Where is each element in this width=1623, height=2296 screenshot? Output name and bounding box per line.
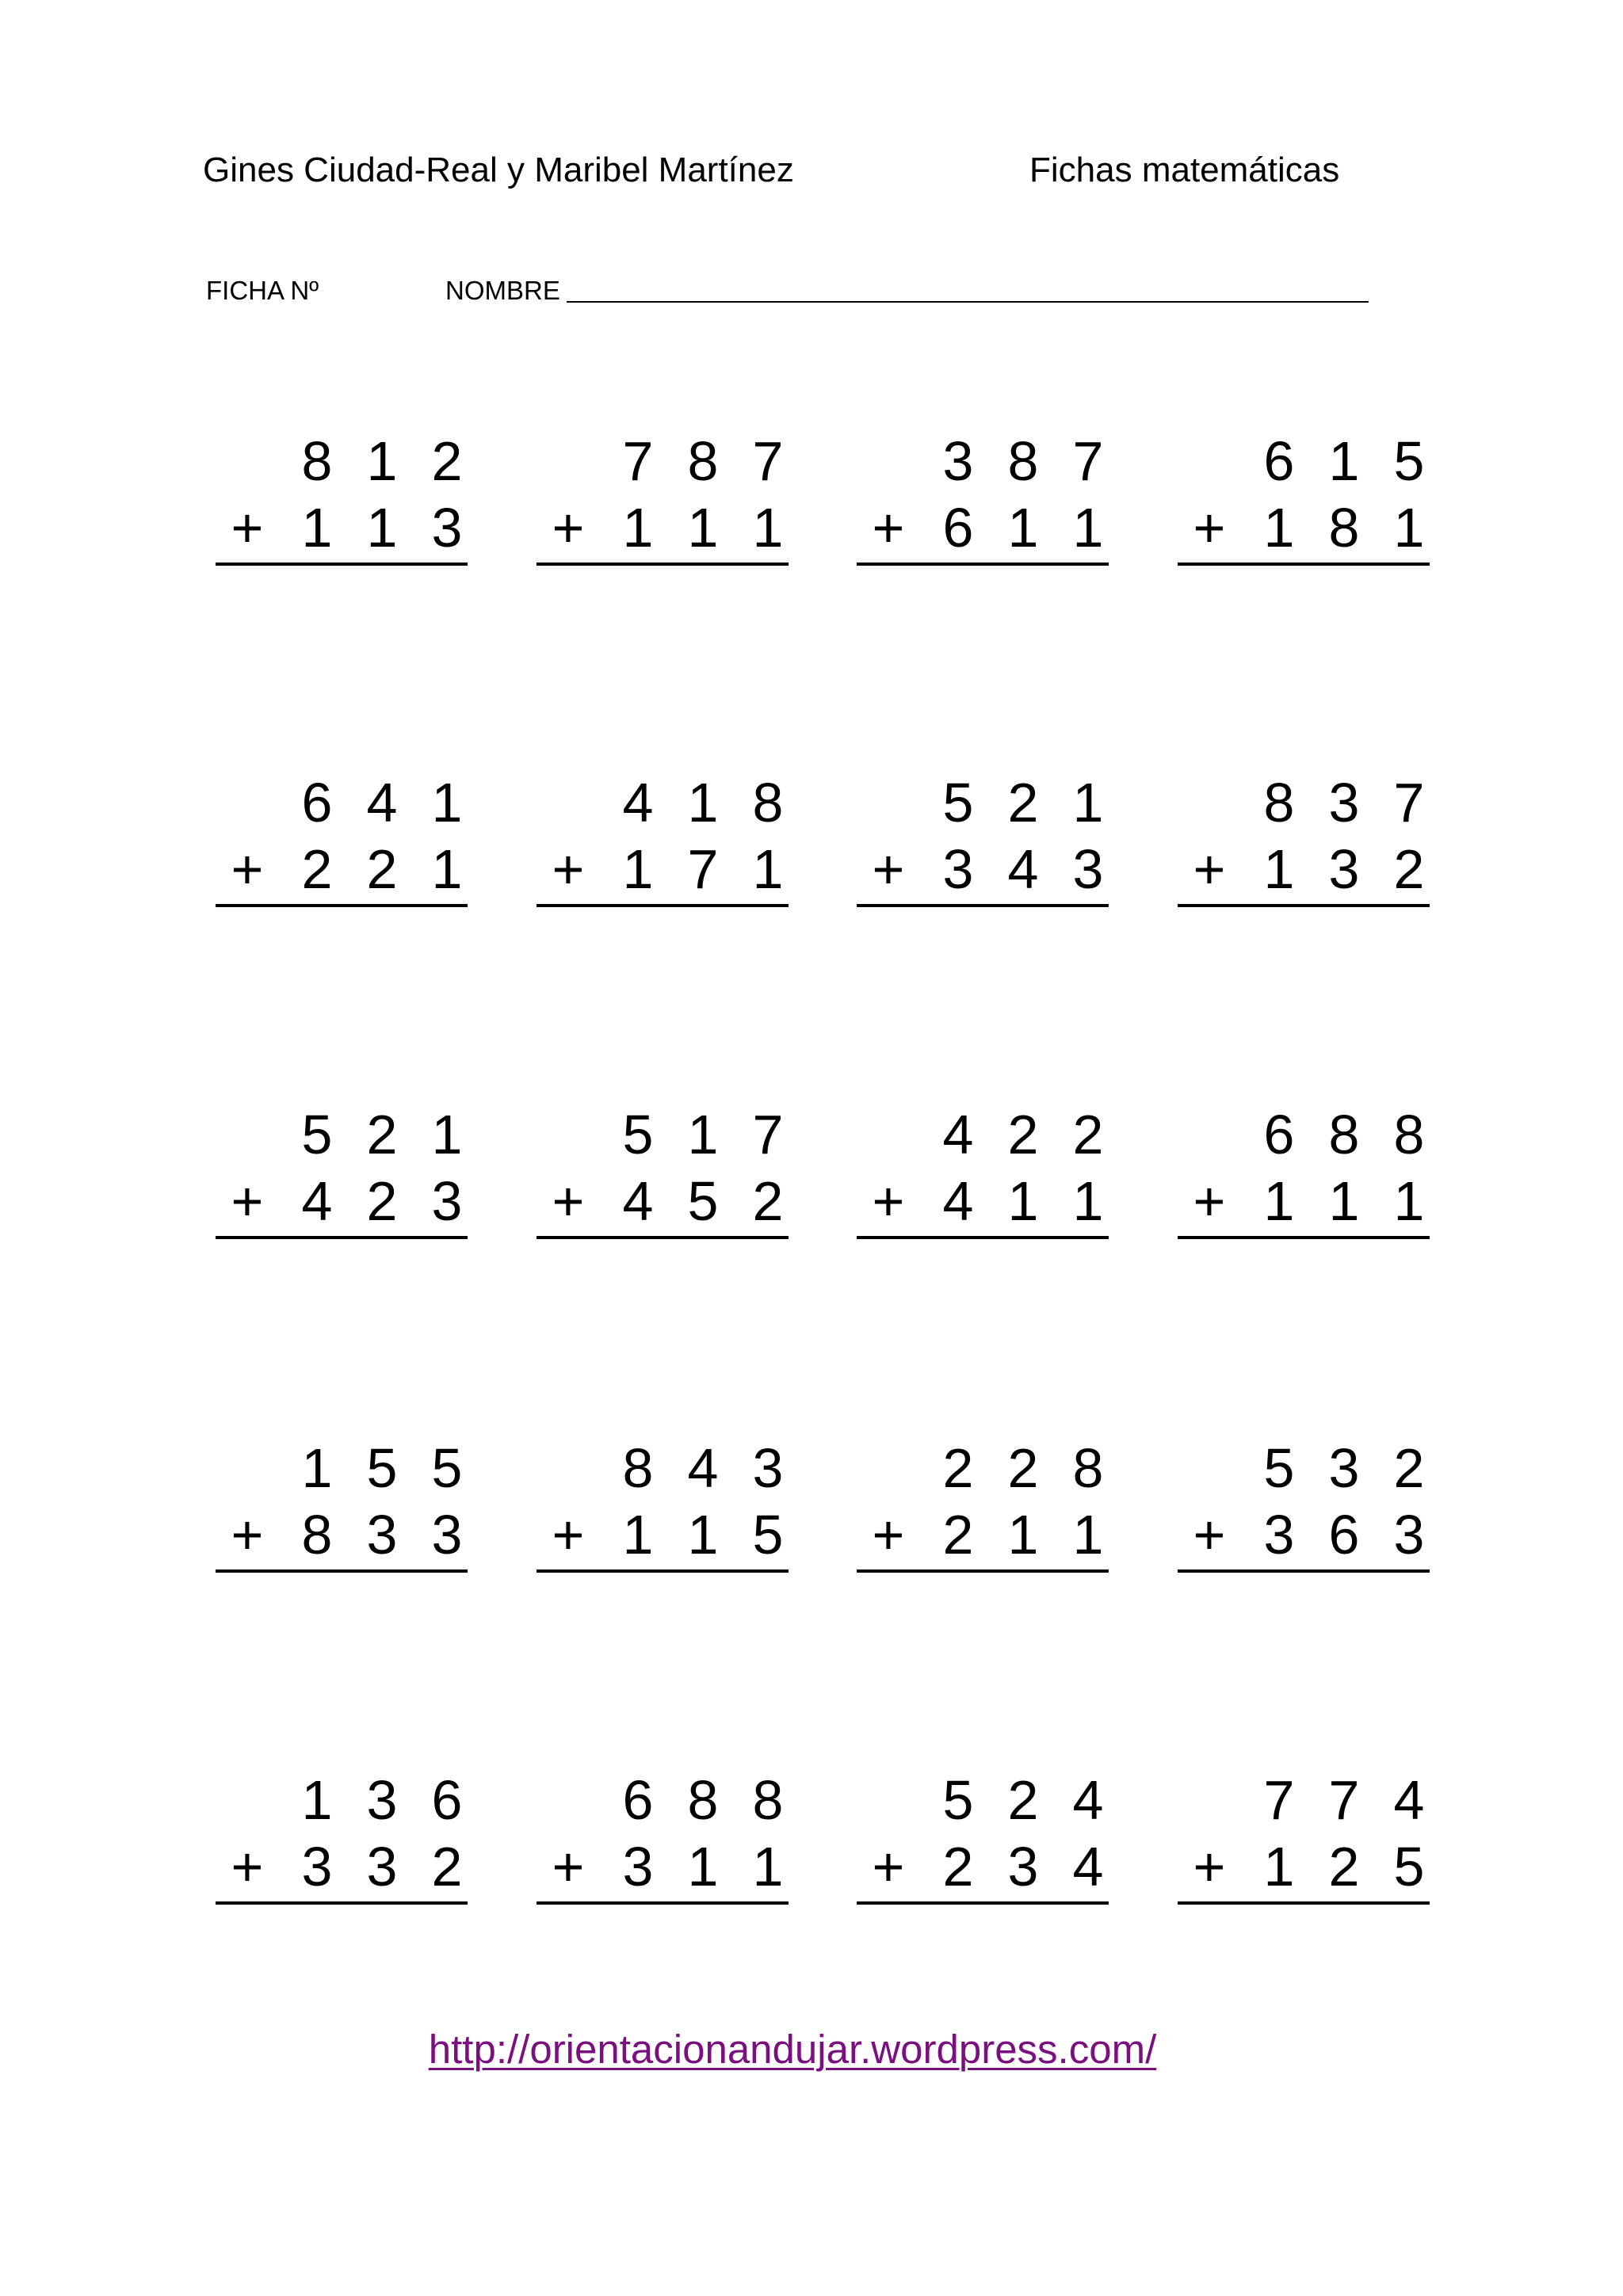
units-digit: 1 — [1072, 497, 1104, 559]
tens-digit: 1 — [1007, 1504, 1039, 1566]
addition-problem — [216, 1767, 468, 1901]
plus-sign: + — [231, 838, 264, 900]
units-digit: 3 — [431, 1170, 463, 1232]
plus-sign: + — [552, 838, 585, 900]
sum-line — [216, 1569, 468, 1573]
tens-digit: 7 — [1328, 1769, 1360, 1831]
addend-bottom — [537, 1168, 789, 1234]
hundreds-digit: 3 — [1263, 1504, 1295, 1566]
tens-digit: 4 — [366, 772, 398, 833]
tens-digit: 1 — [687, 1104, 719, 1165]
sum-line — [216, 904, 468, 907]
units-digit: 2 — [1072, 1104, 1104, 1165]
units-digit: 6 — [431, 1769, 463, 1831]
units-digit: 3 — [431, 497, 463, 559]
sum-line — [1178, 1569, 1430, 1573]
addition-problem — [1178, 1767, 1430, 1901]
hundreds-digit: 5 — [301, 1104, 333, 1165]
plus-sign: + — [872, 1170, 905, 1232]
hundreds-digit: 6 — [301, 772, 333, 833]
plus-sign: + — [552, 1170, 585, 1232]
hundreds-digit: 1 — [1263, 838, 1295, 900]
authors-heading: Gines Ciudad-Real y Maribel Martínez — [203, 151, 794, 189]
hundreds-digit: 7 — [622, 430, 654, 492]
hundreds-digit: 6 — [622, 1769, 654, 1831]
units-digit: 3 — [1072, 838, 1104, 900]
addend-top — [537, 1435, 789, 1501]
units-digit: 2 — [1393, 838, 1425, 900]
units-digit: 1 — [1072, 772, 1104, 833]
addend-bottom — [537, 1833, 789, 1900]
plus-sign: + — [872, 1836, 905, 1897]
tens-digit: 2 — [1328, 1836, 1360, 1897]
addend-top — [857, 428, 1109, 494]
addend-top — [1178, 1767, 1430, 1833]
hundreds-digit: 5 — [622, 1104, 654, 1165]
hundreds-digit: 4 — [622, 772, 654, 833]
tens-digit: 1 — [687, 772, 719, 833]
units-digit: 7 — [1393, 772, 1425, 833]
plus-sign: + — [872, 1504, 905, 1566]
addition-problem — [537, 1101, 789, 1236]
plus-sign: + — [1193, 1504, 1226, 1566]
tens-digit: 2 — [1007, 1769, 1039, 1831]
addition-problem — [537, 1435, 789, 1569]
tens-digit: 5 — [366, 1437, 398, 1499]
tens-digit: 1 — [366, 430, 398, 492]
sum-line — [1178, 1901, 1430, 1905]
hundreds-digit: 6 — [1263, 1104, 1295, 1165]
website-link[interactable]: http://orientacionandujar.wordpress.com/ — [428, 2027, 1157, 2072]
addition-problem — [857, 1435, 1109, 1569]
tens-digit: 3 — [1328, 772, 1360, 833]
tens-digit: 3 — [1328, 838, 1360, 900]
addend-top — [537, 1101, 789, 1168]
hundreds-digit: 3 — [301, 1836, 333, 1897]
plus-sign: + — [1193, 838, 1226, 900]
units-digit: 1 — [1393, 497, 1425, 559]
tens-digit: 4 — [1007, 838, 1039, 900]
hundreds-digit: 1 — [1263, 1836, 1295, 1897]
tens-digit: 1 — [687, 497, 719, 559]
hundreds-digit: 2 — [942, 1504, 974, 1566]
tens-digit: 1 — [687, 1504, 719, 1566]
tens-digit: 3 — [366, 1504, 398, 1566]
sum-line — [537, 563, 789, 566]
hundreds-digit: 1 — [622, 1504, 654, 1566]
addition-problem — [857, 428, 1109, 563]
units-digit: 5 — [1393, 1836, 1425, 1897]
addend-bottom — [1178, 494, 1430, 561]
addend-top — [857, 1435, 1109, 1501]
hundreds-digit: 8 — [301, 1504, 333, 1566]
hundreds-digit: 3 — [622, 1836, 654, 1897]
units-digit: 2 — [431, 430, 463, 492]
plus-sign: + — [231, 1836, 264, 1897]
tens-digit: 8 — [687, 1769, 719, 1831]
addend-bottom — [216, 1833, 468, 1900]
units-digit: 8 — [752, 772, 784, 833]
addend-bottom — [216, 1168, 468, 1234]
units-digit: 1 — [431, 838, 463, 900]
worksheet-title: Fichas matemáticas — [1029, 151, 1340, 189]
addend-top — [857, 1101, 1109, 1168]
addend-top — [537, 769, 789, 836]
hundreds-digit: 7 — [1263, 1769, 1295, 1831]
hundreds-digit: 4 — [942, 1104, 974, 1165]
addend-top — [1178, 769, 1430, 836]
hundreds-digit: 1 — [301, 497, 333, 559]
tens-digit: 6 — [1328, 1504, 1360, 1566]
units-digit: 8 — [1393, 1104, 1425, 1165]
plus-sign: + — [1193, 497, 1226, 559]
units-digit: 4 — [1393, 1769, 1425, 1831]
tens-digit: 1 — [687, 1836, 719, 1897]
hundreds-digit: 1 — [622, 838, 654, 900]
name-blank-line[interactable] — [567, 301, 1369, 303]
addend-bottom — [1178, 836, 1430, 902]
plus-sign: + — [1193, 1170, 1226, 1232]
addition-problem — [1178, 428, 1430, 563]
tens-digit: 2 — [366, 1104, 398, 1165]
units-digit: 1 — [1072, 1170, 1104, 1232]
units-digit: 1 — [431, 772, 463, 833]
sum-line — [537, 1901, 789, 1905]
units-digit: 3 — [752, 1437, 784, 1499]
hundreds-digit: 3 — [942, 838, 974, 900]
units-digit: 2 — [431, 1836, 463, 1897]
tens-digit: 5 — [687, 1170, 719, 1232]
tens-digit: 8 — [1328, 497, 1360, 559]
tens-digit: 8 — [1007, 430, 1039, 492]
units-digit: 3 — [431, 1504, 463, 1566]
addend-bottom — [857, 1501, 1109, 1568]
addition-problem — [857, 769, 1109, 904]
tens-digit: 4 — [687, 1437, 719, 1499]
addend-top — [1178, 1435, 1430, 1501]
addend-top — [216, 1767, 468, 1833]
tens-digit: 3 — [366, 1836, 398, 1897]
plus-sign: + — [231, 1170, 264, 1232]
addend-bottom — [537, 836, 789, 902]
addition-problem — [537, 769, 789, 904]
sum-line — [537, 1569, 789, 1573]
tens-digit: 7 — [687, 838, 719, 900]
addend-bottom — [1178, 1168, 1430, 1234]
sum-line — [857, 563, 1109, 566]
addend-top — [537, 428, 789, 494]
addend-bottom — [1178, 1501, 1430, 1568]
hundreds-digit: 1 — [622, 497, 654, 559]
addend-bottom — [1178, 1833, 1430, 1900]
addition-problem — [216, 1101, 468, 1236]
tens-digit: 2 — [1007, 1104, 1039, 1165]
sum-line — [1178, 1236, 1430, 1239]
hundreds-digit: 2 — [942, 1836, 974, 1897]
addition-problem — [857, 1767, 1109, 1901]
addition-problem — [537, 1767, 789, 1901]
name-label: NOMBRE — [445, 276, 560, 305]
hundreds-digit: 6 — [1263, 430, 1295, 492]
hundreds-digit: 2 — [942, 1437, 974, 1499]
units-digit: 1 — [752, 497, 784, 559]
addend-top — [1178, 1101, 1430, 1168]
plus-sign: + — [552, 1504, 585, 1566]
tens-digit: 8 — [687, 430, 719, 492]
tens-digit: 1 — [1328, 1170, 1360, 1232]
tens-digit: 2 — [1007, 1437, 1039, 1499]
tens-digit: 1 — [1007, 497, 1039, 559]
addition-problem — [216, 1435, 468, 1569]
units-digit: 8 — [1072, 1437, 1104, 1499]
hundreds-digit: 8 — [622, 1437, 654, 1499]
hundreds-digit: 4 — [301, 1170, 333, 1232]
addend-top — [537, 1767, 789, 1833]
plus-sign: + — [1193, 1836, 1226, 1897]
tens-digit: 1 — [1007, 1170, 1039, 1232]
hundreds-digit: 2 — [301, 838, 333, 900]
hundreds-digit: 4 — [622, 1170, 654, 1232]
tens-digit: 2 — [1007, 772, 1039, 833]
tens-digit: 3 — [1007, 1836, 1039, 1897]
plus-sign: + — [231, 1504, 264, 1566]
addend-top — [216, 428, 468, 494]
sum-line — [216, 1236, 468, 1239]
units-digit: 1 — [1072, 1504, 1104, 1566]
units-digit: 7 — [752, 430, 784, 492]
units-digit: 1 — [752, 1836, 784, 1897]
addition-problem — [537, 428, 789, 563]
tens-digit: 1 — [366, 497, 398, 559]
addend-bottom — [857, 1168, 1109, 1234]
hundreds-digit: 1 — [1263, 1170, 1295, 1232]
ficha-number-label: FICHA Nº — [206, 276, 319, 305]
hundreds-digit: 5 — [942, 1769, 974, 1831]
addition-problem — [1178, 769, 1430, 904]
hundreds-digit: 8 — [301, 430, 333, 492]
units-digit: 4 — [1072, 1769, 1104, 1831]
hundreds-digit: 8 — [1263, 772, 1295, 833]
addend-top — [216, 769, 468, 836]
hundreds-digit: 1 — [301, 1769, 333, 1831]
tens-digit: 3 — [366, 1769, 398, 1831]
addition-problem — [1178, 1101, 1430, 1236]
hundreds-digit: 6 — [942, 497, 974, 559]
units-digit: 2 — [1393, 1437, 1425, 1499]
hundreds-digit: 3 — [942, 430, 974, 492]
tens-digit: 8 — [1328, 1104, 1360, 1165]
addend-bottom — [857, 836, 1109, 902]
hundreds-digit: 4 — [942, 1170, 974, 1232]
addition-problem — [857, 1101, 1109, 1236]
units-digit: 2 — [752, 1170, 784, 1232]
units-digit: 4 — [1072, 1836, 1104, 1897]
addition-problem — [216, 428, 468, 563]
sum-line — [1178, 563, 1430, 566]
addend-bottom — [857, 494, 1109, 561]
addition-problem — [1178, 1435, 1430, 1569]
addend-bottom — [537, 494, 789, 561]
units-digit: 5 — [1393, 430, 1425, 492]
tens-digit: 1 — [1328, 430, 1360, 492]
units-digit: 5 — [752, 1504, 784, 1566]
units-digit: 1 — [431, 1104, 463, 1165]
tens-digit: 2 — [366, 838, 398, 900]
units-digit: 3 — [1393, 1504, 1425, 1566]
sum-line — [537, 1236, 789, 1239]
addend-bottom — [216, 1501, 468, 1568]
plus-sign: + — [231, 497, 264, 559]
units-digit: 8 — [752, 1769, 784, 1831]
addend-bottom — [537, 1501, 789, 1568]
sum-line — [216, 1901, 468, 1905]
units-digit: 7 — [752, 1104, 784, 1165]
addend-bottom — [216, 494, 468, 561]
addend-top — [216, 1435, 468, 1501]
plus-sign: + — [552, 497, 585, 559]
plus-sign: + — [552, 1836, 585, 1897]
addend-top — [1178, 428, 1430, 494]
addition-problem — [216, 769, 468, 904]
hundreds-digit: 1 — [301, 1437, 333, 1499]
sum-line — [216, 563, 468, 566]
hundreds-digit: 5 — [942, 772, 974, 833]
tens-digit: 2 — [366, 1170, 398, 1232]
addend-bottom — [857, 1833, 1109, 1900]
sum-line — [857, 1569, 1109, 1573]
units-digit: 5 — [431, 1437, 463, 1499]
addend-top — [216, 1101, 468, 1168]
plus-sign: + — [872, 838, 905, 900]
units-digit: 1 — [752, 838, 784, 900]
addend-top — [857, 769, 1109, 836]
addend-bottom — [216, 836, 468, 902]
plus-sign: + — [872, 497, 905, 559]
sum-line — [857, 904, 1109, 907]
sum-line — [857, 1901, 1109, 1905]
sum-line — [857, 1236, 1109, 1239]
units-digit: 7 — [1072, 430, 1104, 492]
units-digit: 1 — [1393, 1170, 1425, 1232]
hundreds-digit: 1 — [1263, 497, 1295, 559]
sum-line — [537, 904, 789, 907]
addend-top — [857, 1767, 1109, 1833]
tens-digit: 3 — [1328, 1437, 1360, 1499]
sum-line — [1178, 904, 1430, 907]
hundreds-digit: 5 — [1263, 1437, 1295, 1499]
